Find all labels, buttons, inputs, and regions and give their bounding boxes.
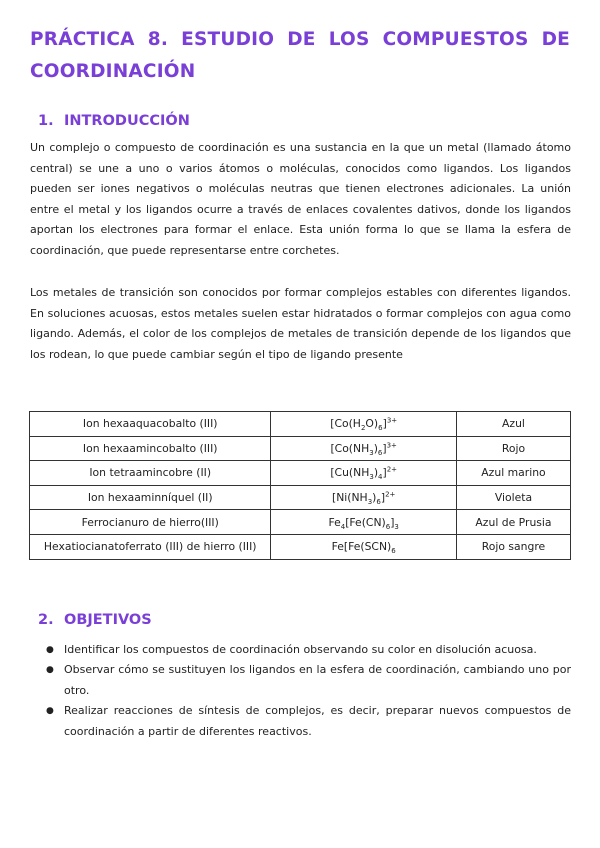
- section-heading-objetivos: [38, 612, 152, 628]
- complex-color: Azul de Prusia: [456, 510, 570, 535]
- table-row: [30, 510, 571, 535]
- list-item: ● Realizar reacciones de síntesis de complejos, es decir, preparar nuevos compuestos de coordinación a partir de diferentes reactivos.: [30, 701, 571, 742]
- section-title: OBJETIVOS: [64, 612, 152, 628]
- table-row: [30, 485, 571, 510]
- complex-name: Ferrocianuro de hierro(III): [30, 510, 271, 535]
- complex-color: Rojo: [456, 436, 570, 461]
- table-row: [30, 436, 571, 461]
- complex-formula: $Fe[Fe(SCN)_6$: [271, 534, 457, 559]
- complex-color: Azul: [456, 412, 570, 437]
- complex-name: Hexatiocianatoferrato (III) de hierro (III): [30, 534, 271, 559]
- complex-formula: $Fe_4[Fe(CN)_6]_3$: [271, 510, 457, 535]
- complexes-table: [29, 411, 571, 560]
- complex-formula: $[Co(NH_3)_6]^{3+}$: [271, 436, 457, 461]
- section-number: 2.: [38, 612, 54, 628]
- page-title: PRÁCTICA 8. ESTUDIO DE LOS COMPUESTOS DE COORDINACIÓN: [30, 29, 570, 82]
- complex-color: Violeta: [456, 485, 570, 510]
- complex-name: Ion hexaaquacobalto (III): [30, 412, 271, 437]
- intro-paragraph-1: Un complejo o compuesto de coordinación es una sustancia en la que un metal (llamado átomo central) se une a uno o varios átomos o moléculas, conocidos como ligandos. Los ligandos pueden ser iones negativos o moléculas neutras que tienen electrones adicionales. La unión entre el metal y los ligandos ocurre a través de enlaces covalentes dativos, donde los ligandos aportan los electrones para formar el enlace. Esta unión forma lo que se llama la esfera de coordinación, que puede representarse entre corchetes.: [30, 141, 571, 257]
- bullet-icon: ●: [46, 665, 54, 676]
- intro-paragraph-2: Los metales de transición son conocidos por formar complejos estables con diferentes ligandos. En soluciones acuosas, estos metales suelen estar hidratados o formar complejos con agua como ligando. Además, el color de los complejos de metales de transición depende de los ligandos que los rodean, lo que puede cambiar según el tipo de ligando presente: [30, 286, 571, 361]
- complex-name: Ion hexaamincobalto (III): [30, 436, 271, 461]
- complex-color: Rojo sangre: [456, 534, 570, 559]
- complex-name: Ion hexaaminníquel (II): [30, 485, 271, 510]
- bullet-icon: ●: [46, 645, 54, 655]
- complex-formula: $[Co(H_2O)_6]^{3+}$: [271, 412, 457, 437]
- complex-name: Ion tetraamincobre (II): [30, 461, 271, 486]
- complex-formula: $[Cu(NH_3)_4]^{2+}$: [271, 461, 457, 486]
- section-heading-introduccion: [38, 113, 190, 129]
- complex-color: Azul marino: [456, 461, 570, 486]
- list-item: ● Identificar los compuestos de coordinación observando su color en disolución acuosa.: [30, 640, 571, 660]
- list-item: ● Observar cómo se sustituyen los ligandos en la esfera de coordinación, cambiando uno por otro.: [30, 660, 571, 701]
- complex-formula: $[Ni(NH_3)_6]^{2+}$: [271, 485, 457, 510]
- table-row: [30, 412, 571, 437]
- table-row: [30, 534, 571, 559]
- table-row: [30, 461, 571, 486]
- objectives-list: [30, 640, 571, 742]
- bullet-icon: ●: [46, 706, 54, 717]
- section-title: INTRODUCCIÓN: [64, 113, 190, 129]
- section-number: 1.: [38, 113, 54, 129]
